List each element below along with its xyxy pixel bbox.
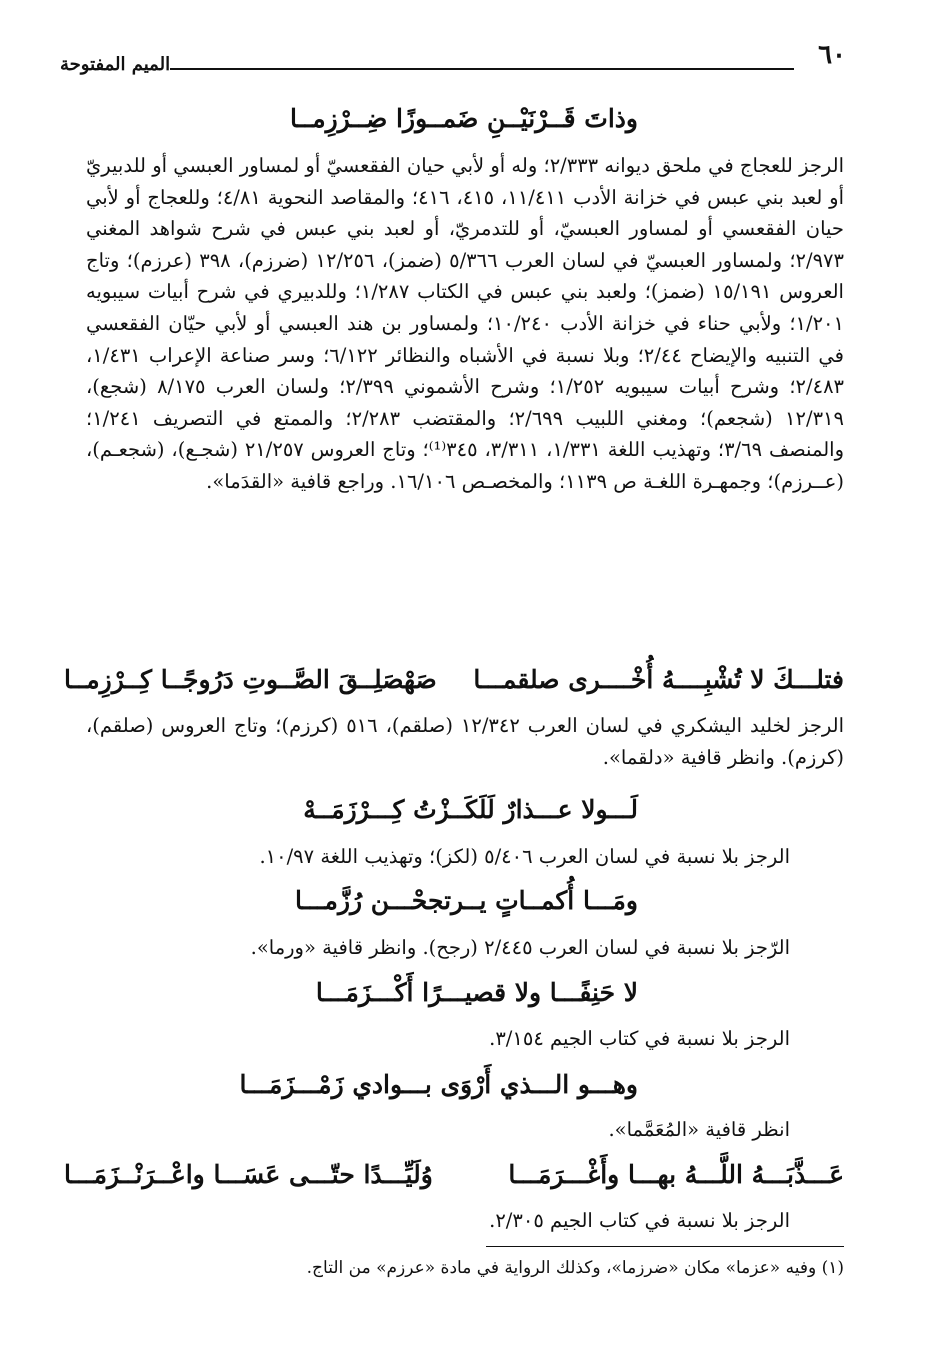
commentary-line: الرجز بلا نسبة في لسان العرب ٥/٤٠٦ (لكز)؛ وتهذيب اللغة ١٠/٩٧. [259, 845, 790, 868]
commentary-line: الرجز بلا نسبة في كتاب الجيم ٢/٣٠٥. [489, 1209, 790, 1232]
commentary-paragraph: الرجز لخليد اليشكري في لسان العرب ١٢/٣٤٢ (صلقم)، ٥١٦ (كرزم)؛ وتاج العروس (صلقم)، (كرزم). وانظر قافية «دلقما». [86, 714, 844, 769]
verse-line: وذاتَ قَــرْنَيْــنِ ضَمــوزًا ضِــرْزِمــا [289, 104, 638, 133]
verse-second-hemistich: وُلَيِّـــدًا حتّـــى عَسَـــا واعْــرَنْــزَمَـــا [64, 1160, 433, 1189]
page-number: ٦٠ [818, 40, 846, 70]
footnote: (١) وفيه «عزما» مكان «ضرزما»، وكذلك الرواية في مادة «عرزم» من التاج. [306, 1258, 844, 1278]
commentary-line: انظر قافية «المُعَمَّما». [608, 1118, 790, 1141]
footnote-rule [486, 1246, 844, 1247]
commentary-paragraph: الرجز للعجاج في ملحق ديوانه ٢/٣٣٣؛ وله أو لأبي حيان الفقعسيّ أو لمساور العبسي أو للدبيريّ أو لعبد بني عبس في خزانة الأدب ١١/٤١١، ٤١٥، ٤١٦؛ والمقاصد النحوية ٤/٨١؛ وللعجاج أو لأبي حيان الفقعسي أو لمساور العبسيّ، أو للتدمريّ، أو لعبد بني عبس في شرح شواهد المغني ٢/٩٧٣؛ ولمساور العبسيّ في لسان العرب ٥/٣٦٦ (ضمز)، ١٢/٢٥٦ (ضرزم)، ٣٩٨ (عرزم)؛ وتاج العروس ١٥/١٩١ (ضمز)؛ ولعبد بني عبس في الكتاب ١/٢٨٧؛ وللدبيري في شرح أبيات سيبويه ١/٢٠١؛ ولأبي حناء في خزانة الأدب ١٠/٢٤٠؛ ولمساور بن هند العبسي أو لأبي حيّان الفقعسي في التنبيه والإيضاح ٢/٤٤؛ وبلا نسبة في الأشباه والنظائر ٦/١٢٢؛ وسر صناعة الإعراب ١/٤٣١، ٢/٤٨٣؛ وشرح أبيات سيبويه ١/٢٥٢؛ وشرح الأشموني ٢/٣٩٩؛ ولسان العرب ٨/١٧٥ (شجع)، ١٢/٣١٩ (شجعم)؛ ومغني اللبيب ٢/٦٩٩؛ والمقتضب ٢/٢٨٣؛ والممتع في التصريف ١/٢٤١؛ والمنصف ٣/٦٩؛ وتهذيب اللغة ١/٣٣١، ٣/٣١١، ٣٤٥⁽¹⁾؛ وتاج العروس ٢١/٢٥٧ (شجـع)، (شجعـم)، (عــرزم)؛ وجمهـرة اللغـة ص ١١٣٩؛ والمخصـص ١٦/١٠٦. وراجع قافية «القدَما». [86, 154, 845, 493]
verse-line: ومَـــا أُكمــاتٍ يــرتجحْـــن رُزَّمـــا [294, 886, 638, 915]
verse-line: لَـــولا عـــذارٌ لَلَكَــزْتُ كِـــرْزَمَــهْ [303, 795, 638, 824]
verse-line: وهـــو الـــذي أَرْوَى بـــوادي زَمْـــزَمَـــا [239, 1070, 638, 1099]
page-header [60, 40, 846, 80]
verse-line: لا حَنِفًـــا ولا قصيـــرًا أَكْـــزَمَـــا [315, 978, 638, 1007]
commentary-line: الرّجز بلا نسبة في لسان العرب ٢/٤٤٥ (رجح). وانظر قافية «ورما». [250, 936, 790, 959]
commentary-line: الرجز بلا نسبة في كتاب الجيم ٣/١٥٤. [489, 1027, 790, 1050]
verse-second-hemistich: صَهْصَلِــقَ الصَّــوتِ دَرُوجًــا كِــرْزِمــا [64, 665, 437, 694]
header-rule [170, 68, 794, 70]
verse-first-hemistich: عَـــذَّبَـــهُ اللَّـــهُ بهـــا وأَغْـــرَمَـــا [508, 1160, 844, 1189]
verse-first-hemistich: فتلـــكَ لا تُشْبِــــهُ أُخْــــرى صلقمـــا [473, 665, 844, 694]
running-title: الميم المفتوحة [60, 54, 171, 75]
